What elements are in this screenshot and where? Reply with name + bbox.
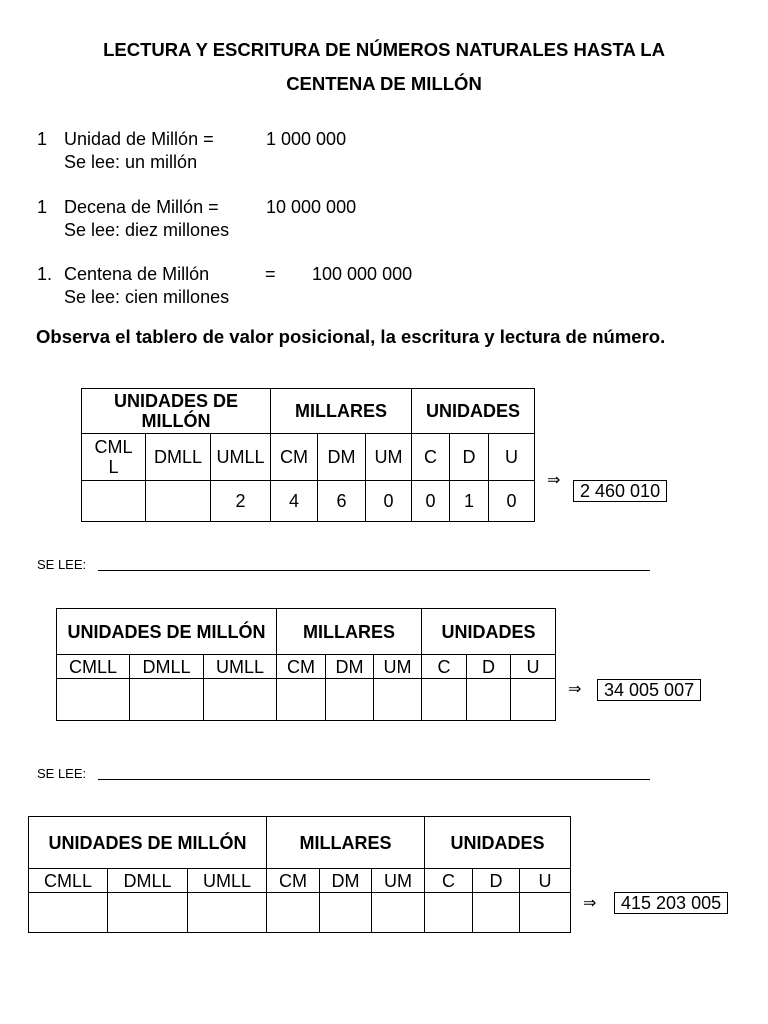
header-unidades: UNIDADES — [412, 389, 535, 434]
col-header-um: UM — [374, 655, 422, 679]
def-3-reading: Se lee: cien millones — [64, 287, 230, 307]
answer-line-2[interactable] — [98, 779, 650, 780]
col-header-d: D — [450, 434, 489, 481]
digit-cell-d[interactable] — [467, 679, 511, 721]
digit-cell-c[interactable] — [425, 893, 473, 933]
col-header-dmll: DMLL — [130, 655, 204, 679]
def-1-name: Unidad de Millón = — [64, 129, 214, 149]
place-value-table-3 — [28, 816, 571, 933]
header-millares: MILLARES — [271, 389, 412, 434]
def-1-value: 1 000 000 — [266, 129, 347, 149]
number-box-3: 415 203 005 — [614, 892, 728, 914]
place-value-table-1 — [81, 388, 535, 522]
instruction-text: Observa el tablero de valor posicional, la escritura y lectura de número. — [36, 326, 666, 347]
digit-cell-cm[interactable] — [267, 893, 320, 933]
col-header-dm: DM — [320, 869, 372, 893]
arrow-2: ⇒ — [568, 681, 582, 698]
col-header-dmll: DMLL — [108, 869, 188, 893]
se-lee-label-2: SE LEE: — [37, 766, 87, 781]
digit-cell-dm[interactable] — [326, 679, 374, 721]
def-3-prefix: 1. — [37, 264, 53, 284]
def-2-value: 10 000 000 — [266, 197, 357, 217]
col-header-cm: CM — [277, 655, 326, 679]
def-1-prefix: 1 — [37, 129, 48, 149]
header-unidades: UNIDADES — [425, 817, 571, 869]
digit-cell-u[interactable] — [511, 679, 556, 721]
digit-cell-dmll[interactable] — [108, 893, 188, 933]
def-3-value: 100 000 000 — [312, 264, 413, 284]
header-unidades-de-millon: UNIDADES DE MILLÓN — [29, 817, 267, 869]
place-value-table-2 — [56, 608, 556, 721]
def-2-prefix: 1 — [37, 197, 48, 217]
digit-cell-dm: 6 — [318, 481, 366, 522]
col-header-um: UM — [372, 869, 425, 893]
col-header-c: C — [422, 655, 467, 679]
digit-cell-cmll[interactable] — [29, 893, 108, 933]
digit-cell-cmll[interactable] — [57, 679, 130, 721]
digit-cell-c[interactable] — [422, 679, 467, 721]
se-lee-label-1: SE LEE: — [37, 557, 87, 572]
col-header-umll: UMLL — [188, 869, 267, 893]
number-box-1: 2 460 010 — [573, 480, 667, 502]
header-millares: MILLARES — [277, 609, 422, 655]
page-title: LECTURA Y ESCRITURA DE NÚMEROS NATURALES HASTA LA — [103, 39, 665, 60]
digit-cell-d[interactable] — [473, 893, 520, 933]
number-box-2: 34 005 007 — [597, 679, 701, 701]
col-header-c: C — [412, 434, 450, 481]
digit-cell-cmll — [82, 481, 146, 522]
digit-cell-c: 0 — [412, 481, 450, 522]
def-2-reading: Se lee: diez millones — [64, 220, 230, 240]
header-unidades-de-millon: UNIDADES DE MILLÓN — [82, 389, 271, 434]
digit-cell-umll: 2 — [211, 481, 271, 522]
col-header-u: U — [489, 434, 535, 481]
col-header-cmll-text: CML L — [94, 437, 133, 477]
header-unidades: UNIDADES — [422, 609, 556, 655]
col-header-cmll: CMLL — [57, 655, 130, 679]
def-2-name: Decena de Millón = — [64, 197, 219, 217]
digit-cell-um: 0 — [366, 481, 412, 522]
col-header-cm: CM — [271, 434, 318, 481]
digit-cell-dmll — [146, 481, 211, 522]
digit-cell-umll[interactable] — [188, 893, 267, 933]
col-header-umll: UMLL — [204, 655, 277, 679]
digit-cell-u[interactable] — [520, 893, 571, 933]
header-unidades-de-millon: UNIDADES DE MILLÓN — [57, 609, 277, 655]
col-header-u: U — [520, 869, 571, 893]
arrow-1: ⇒ — [547, 472, 561, 489]
page-title-line-2: CENTENA DE MILLÓN — [286, 73, 482, 94]
answer-line-1[interactable] — [98, 570, 650, 571]
digit-cell-umll[interactable] — [204, 679, 277, 721]
col-header-cm: CM — [267, 869, 320, 893]
header-millares: MILLARES — [267, 817, 425, 869]
col-header-c: C — [425, 869, 473, 893]
digit-cell-um[interactable] — [372, 893, 425, 933]
col-header-dm: DM — [326, 655, 374, 679]
digit-cell-cm: 4 — [271, 481, 318, 522]
col-header-d: D — [473, 869, 520, 893]
col-header-u: U — [511, 655, 556, 679]
def-3-equals: = — [265, 264, 276, 284]
col-header-cmll — [82, 434, 146, 481]
digit-cell-u: 0 — [489, 481, 535, 522]
col-header-d: D — [467, 655, 511, 679]
col-header-umll: UMLL — [211, 434, 271, 481]
col-header-um: UM — [366, 434, 412, 481]
digit-cell-dm[interactable] — [320, 893, 372, 933]
digit-cell-cm[interactable] — [277, 679, 326, 721]
digit-cell-dmll[interactable] — [130, 679, 204, 721]
def-3-name: Centena de Millón — [64, 264, 210, 284]
digit-cell-d: 1 — [450, 481, 489, 522]
digit-cell-um[interactable] — [374, 679, 422, 721]
col-header-dm: DM — [318, 434, 366, 481]
col-header-dmll: DMLL — [146, 434, 211, 481]
col-header-cmll: CMLL — [29, 869, 108, 893]
arrow-3: ⇒ — [583, 895, 597, 912]
def-1-reading: Se lee: un millón — [64, 152, 198, 172]
